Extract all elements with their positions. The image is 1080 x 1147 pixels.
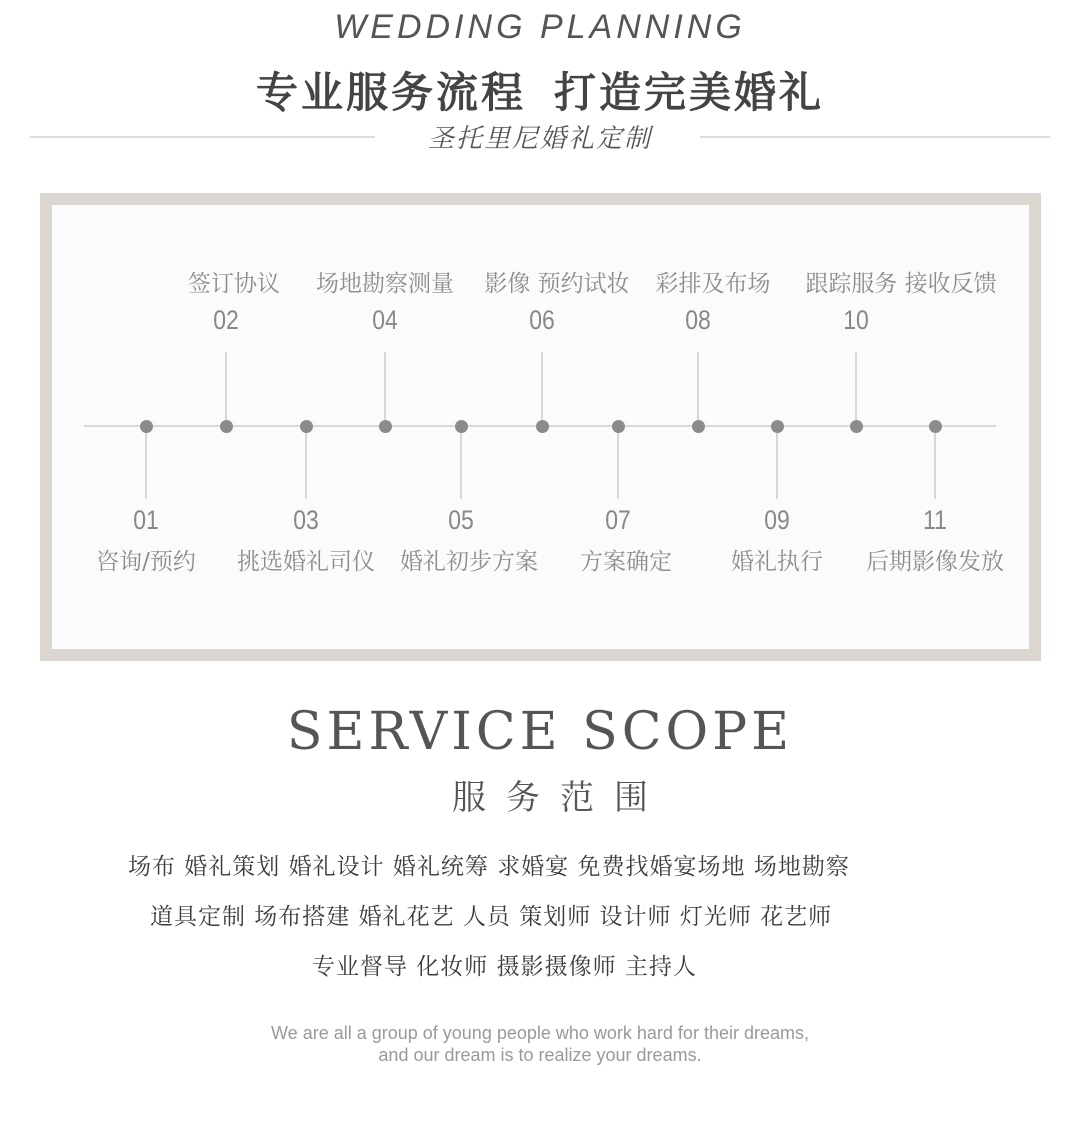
timeline-dot bbox=[220, 420, 233, 433]
timeline-stem bbox=[855, 352, 857, 420]
scope-subtitle: 服务范围 bbox=[452, 778, 668, 818]
step-number: 06 bbox=[529, 305, 555, 335]
scope-line-3: 专业督导 化妆师 摄影摄像师 主持人 bbox=[312, 954, 697, 980]
step-label: 场地勘察测量 bbox=[316, 271, 454, 297]
step-label: 影像 预约试妆 bbox=[484, 271, 630, 297]
step-number: 02 bbox=[213, 305, 239, 335]
page-subtitle: 圣托里尼婚礼定制 bbox=[427, 124, 652, 154]
timeline-stem bbox=[460, 433, 462, 499]
timeline-dot bbox=[612, 420, 625, 433]
step-number: 03 bbox=[293, 505, 319, 535]
step-label: 彩排及布场 bbox=[655, 271, 771, 297]
step-label: 婚礼初步方案 bbox=[400, 549, 538, 575]
step-label: 咨询/预约 bbox=[96, 549, 196, 575]
step-number: 01 bbox=[133, 505, 159, 535]
footer-quote-line1: We are all a group of young people who work hard for their dreams, bbox=[271, 1023, 809, 1043]
timeline-dot bbox=[929, 420, 942, 433]
timeline-stem bbox=[934, 433, 936, 499]
timeline-stem bbox=[384, 352, 386, 420]
eyebrow-title: WEDDING PLANNING bbox=[334, 8, 746, 46]
timeline-dot bbox=[140, 420, 153, 433]
step-label: 跟踪服务 接收反馈 bbox=[805, 271, 997, 297]
timeline-stem bbox=[541, 352, 543, 420]
scope-title: SERVICE SCOPE bbox=[286, 702, 794, 762]
timeline-dot bbox=[692, 420, 705, 433]
timeline-dot bbox=[300, 420, 313, 433]
step-number: 05 bbox=[448, 505, 474, 535]
page-headline bbox=[0, 60, 1080, 120]
timeline-stem bbox=[305, 433, 307, 499]
step-number: 09 bbox=[764, 505, 790, 535]
timeline-dot bbox=[771, 420, 784, 433]
step-number: 10 bbox=[843, 305, 869, 335]
step-number: 08 bbox=[685, 305, 711, 335]
step-label: 后期影像发放 bbox=[866, 549, 1004, 575]
headline-left: 专业服务流程 bbox=[255, 68, 526, 117]
timeline-stem bbox=[617, 433, 619, 499]
step-label: 方案确定 bbox=[580, 549, 672, 575]
step-number: 04 bbox=[372, 305, 398, 335]
step-number: 07 bbox=[605, 505, 631, 535]
timeline-dot bbox=[379, 420, 392, 433]
scope-line-1: 场布 婚礼策划 婚礼设计 婚礼统筹 求婚宴 免费找婚宴场地 场地勘察 bbox=[128, 854, 850, 880]
timeline-stem bbox=[697, 352, 699, 420]
headline-right: 打造完美婚礼 bbox=[554, 68, 825, 117]
step-label: 签订协议 bbox=[188, 271, 280, 297]
step-label: 挑选婚礼司仪 bbox=[237, 549, 375, 575]
scope-line-2: 道具定制 场布搭建 婚礼花艺 人员 策划师 设计师 灯光师 花艺师 bbox=[150, 904, 833, 930]
timeline-stem bbox=[225, 352, 227, 420]
timeline-stem bbox=[145, 433, 147, 499]
step-label: 婚礼执行 bbox=[731, 549, 823, 575]
timeline-stem bbox=[776, 433, 778, 499]
timeline-dot bbox=[455, 420, 468, 433]
footer-quote-line2: and our dream is to realize your dreams. bbox=[378, 1045, 702, 1065]
timeline-dot bbox=[850, 420, 863, 433]
step-number: 11 bbox=[923, 505, 947, 535]
timeline-dot bbox=[536, 420, 549, 433]
